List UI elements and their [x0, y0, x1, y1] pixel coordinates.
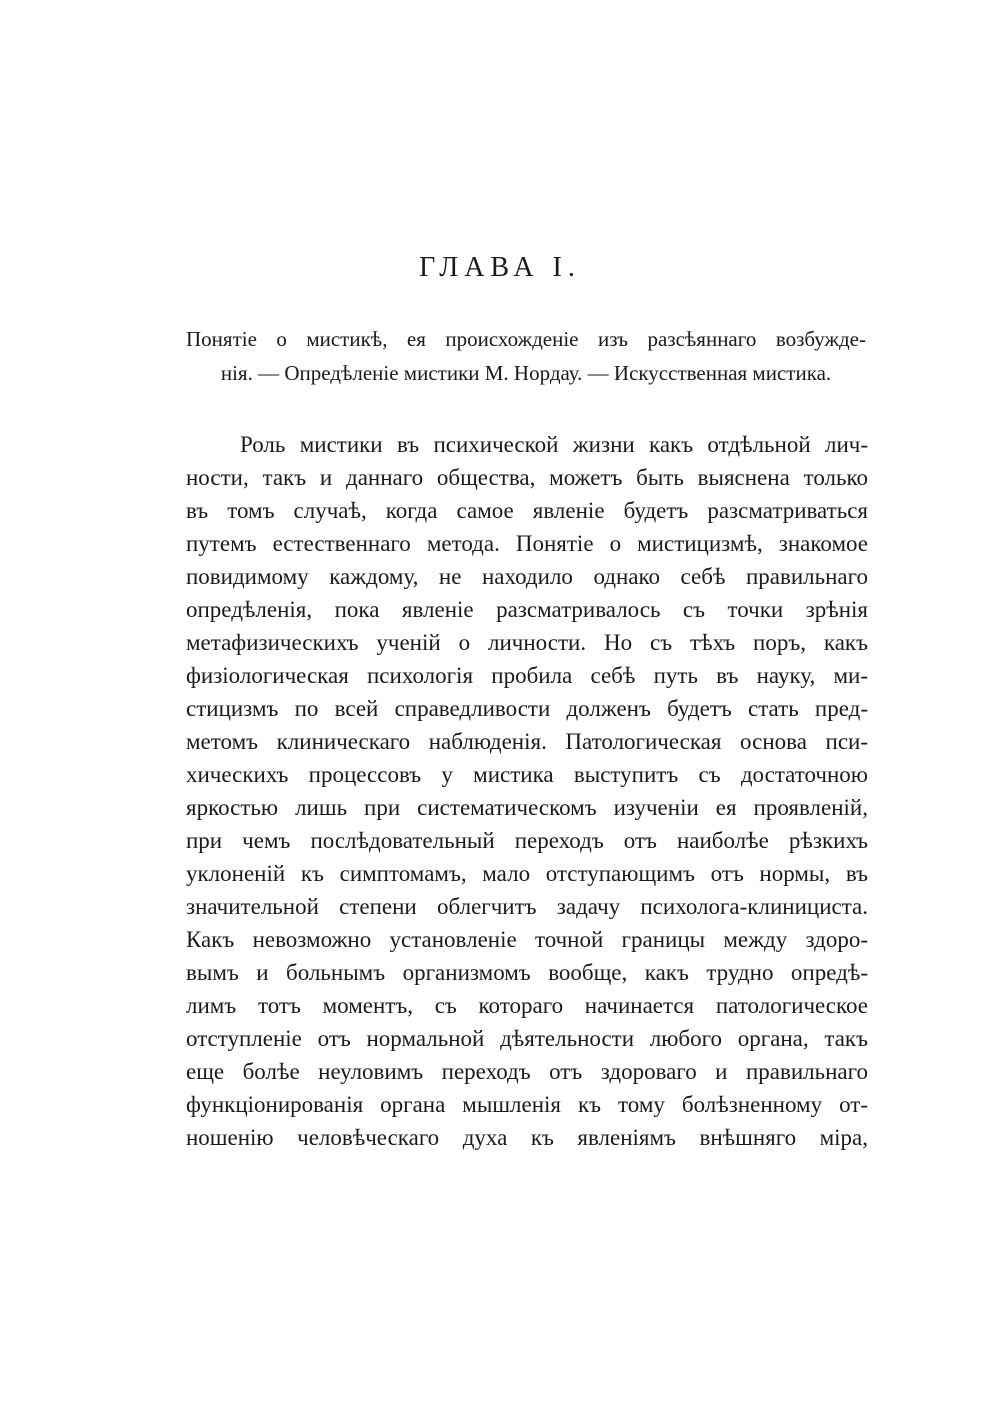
summary-line: Понятіе о мистикѣ, ея происхожденіе изъ разсѣяннаго возбужде-	[186, 327, 866, 351]
text-line: хическихъ процессовъ у мистика выступитъ съ достаточною	[186, 762, 868, 787]
text-line: еще болѣе неуловимъ переходъ отъ здороваго и правильнаго	[186, 1059, 868, 1084]
text-line: въ томъ случаѣ, когда самое явленіе будетъ разсматриваться	[186, 498, 868, 523]
text-line: ности, такъ и даннаго общества, можетъ быть выяснена только	[186, 465, 868, 490]
chapter-summary	[186, 322, 866, 390]
text-line: Какъ невозможно установленіе точной границы между здоро-	[186, 927, 868, 952]
text-line: опредѣленія, пока явленіе разсматривалось съ точки зрѣнія	[186, 597, 868, 622]
text-line: уклоненій къ симптомамъ, мало отступающимъ отъ нормы, въ	[186, 861, 868, 886]
text-line: повидимому каждому, не находило однако себѣ правильнаго	[186, 564, 868, 589]
summary-line: нія. — Опредѣленіе мистики М. Нордау. — Искусственная мистика.	[220, 361, 832, 385]
text-line: Роль мистики въ психической жизни какъ отдѣльной лич-	[240, 432, 868, 457]
text-line: метафизическихъ ученій о личности. Но съ тѣхъ поръ, какъ	[186, 630, 868, 655]
text-line: яркостью лишь при систематическомъ изученіи ея проявленій,	[186, 795, 868, 820]
text-line: стицизмъ по всей справедливости долженъ будетъ стать пред-	[186, 696, 868, 721]
text-line: путемъ естественнаго метода. Понятіе о мистицизмѣ, знакомое	[186, 531, 868, 556]
text-line: значительной степени облегчитъ задачу психолога-клинициста.	[186, 894, 868, 919]
text-line: вымъ и больнымъ организмомъ вообще, какъ трудно опредѣ-	[186, 960, 868, 985]
text-line: физіологическая психологія пробила себѣ путь въ науку, ми-	[186, 663, 868, 688]
body-paragraph	[186, 428, 868, 1154]
text-line: функціонированія органа мышленія къ тому болѣзненному от-	[186, 1092, 868, 1117]
text-line: метомъ клиническаго наблюденія. Патологическая основа пси-	[186, 729, 868, 754]
text-line: отступленіе отъ нормальной дѣятельности любого органа, такъ	[186, 1026, 868, 1051]
chapter-title: ГЛАВА I.	[419, 252, 581, 283]
text-line: при чемъ послѣдовательный переходъ отъ наиболѣе рѣзкихъ	[186, 828, 868, 853]
text-line: лимъ тотъ моментъ, съ котораго начинается патологическое	[186, 993, 868, 1018]
text-line: ношенію человѣческаго духа къ явленіямъ внѣшняго міра,	[186, 1125, 868, 1150]
